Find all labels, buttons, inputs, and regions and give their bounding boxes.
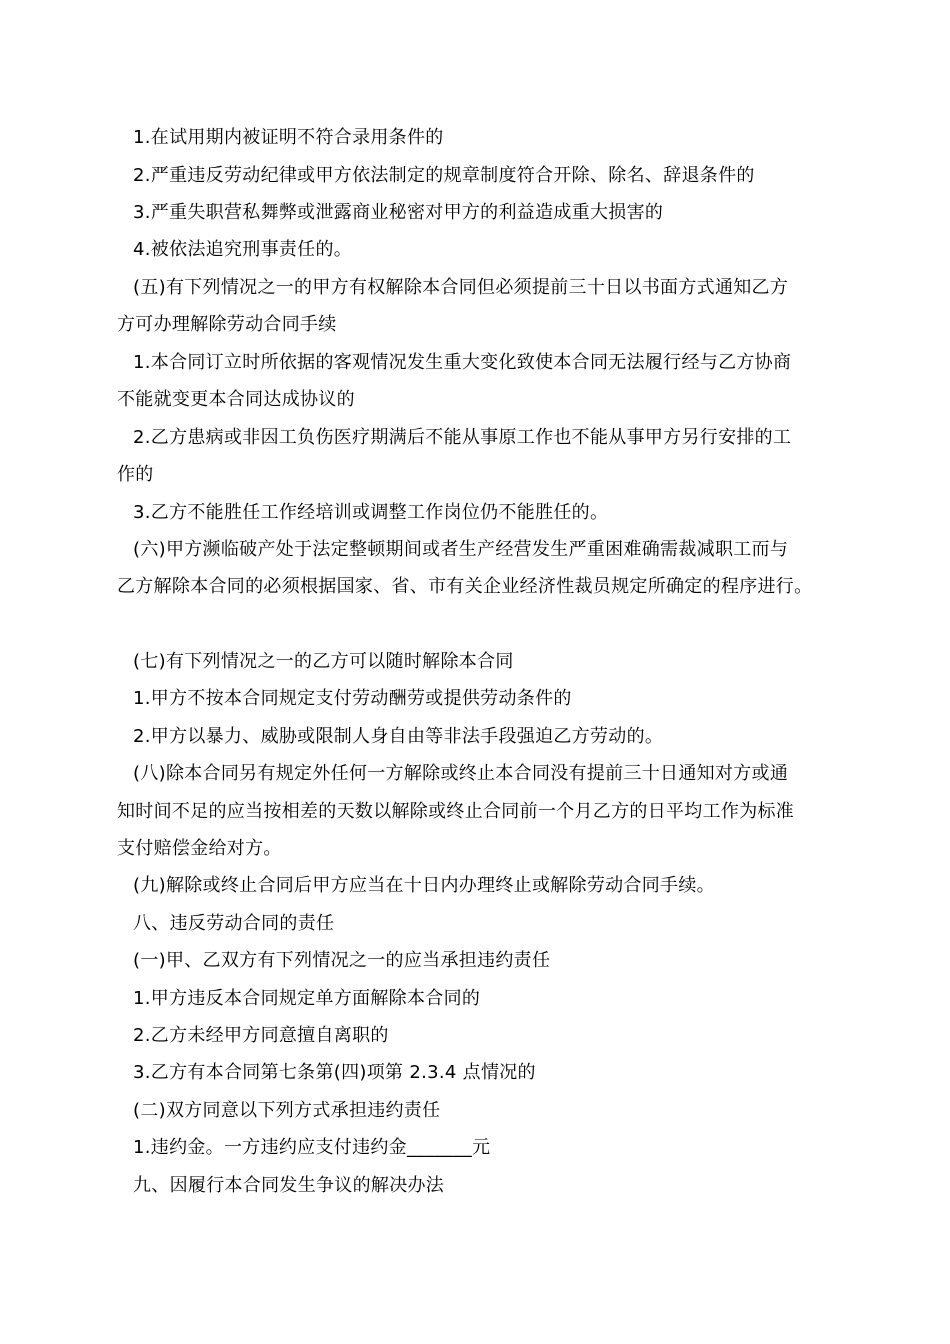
text-line: (七)有下列情况之一的乙方可以随时解除本合同 — [133, 651, 514, 672]
text-line: (一)甲、乙双方有下列情况之一的应当承担违约责任 — [133, 950, 551, 971]
text-line: 1.甲方不按本合同规定支付劳动酬劳或提供劳动条件的 — [133, 688, 572, 709]
text-line: 方可办理解除劳动合同手续 — [117, 314, 337, 335]
text-line: 2.乙方未经甲方同意擅自离职的 — [133, 1025, 389, 1046]
text-line: 支付赔偿金给对方。 — [117, 838, 282, 859]
text-line: 1.在试用期内被证明不符合录用条件的 — [133, 127, 444, 148]
text-line: 1.违约金。一方违约应支付违约金_______元 — [133, 1137, 491, 1158]
text-line: 3.严重失职营私舞弊或泄露商业秘密对甲方的利益造成重大损害的 — [133, 202, 664, 223]
text-line: 作的 — [117, 464, 154, 485]
text-line: 乙方解除本合同的必须根据国家、省、市有关企业经济性裁员规定所确定的程序进行。 — [117, 576, 813, 597]
text-line: 九、因履行本合同发生争议的解决办法 — [133, 1175, 445, 1196]
text-line: 3.乙方有本合同第七条第(四)项第 2.3.4 点情况的 — [133, 1062, 536, 1083]
text-line: 3.乙方不能胜任工作经培训或调整工作岗位仍不能胜任的。 — [133, 502, 609, 523]
text-line: 知时间不足的应当按相差的天数以解除或终止合同前一个月乙方的日平均工作为标准 — [117, 801, 795, 822]
text-line: (五)有下列情况之一的甲方有权解除本合同但必须提前三十日以书面方式通知乙方 — [133, 277, 789, 298]
text-line: 2.严重违反劳动纪律或甲方依法制定的规章制度符合开除、除名、辞退条件的 — [133, 165, 755, 186]
text-line: (二)双方同意以下列方式承担违约责任 — [133, 1100, 441, 1121]
text-line: (六)甲方濒临破产处于法定整顿期间或者生产经营发生严重困难确需裁减职工而与 — [133, 539, 789, 560]
text-line: 1.本合同订立时所依据的客观情况发生重大变化致使本合同无法履行经与乙方协商 — [133, 352, 792, 373]
text-line: 1.甲方违反本合同规定单方面解除本合同的 — [133, 988, 481, 1009]
text-line: 2.乙方患病或非因工负伤医疗期满后不能从事原工作也不能从事甲方另行安排的工 — [133, 427, 792, 448]
text-line: 4.被依法追究刑事责任的。 — [133, 239, 353, 260]
text-line: 八、违反劳动合同的责任 — [133, 913, 335, 934]
text-line: (九)解除或终止合同后甲方应当在十日内办理终止或解除劳动合同手续。 — [133, 875, 715, 896]
text-line: (八)除本合同另有规定外任何一方解除或终止本合同没有提前三十日通知对方或通 — [133, 763, 789, 784]
text-line: 2.甲方以暴力、威胁或限制人身自由等非法手段强迫乙方劳动的。 — [133, 726, 664, 747]
text-line: 不能就变更本合同达成协议的 — [117, 389, 355, 410]
